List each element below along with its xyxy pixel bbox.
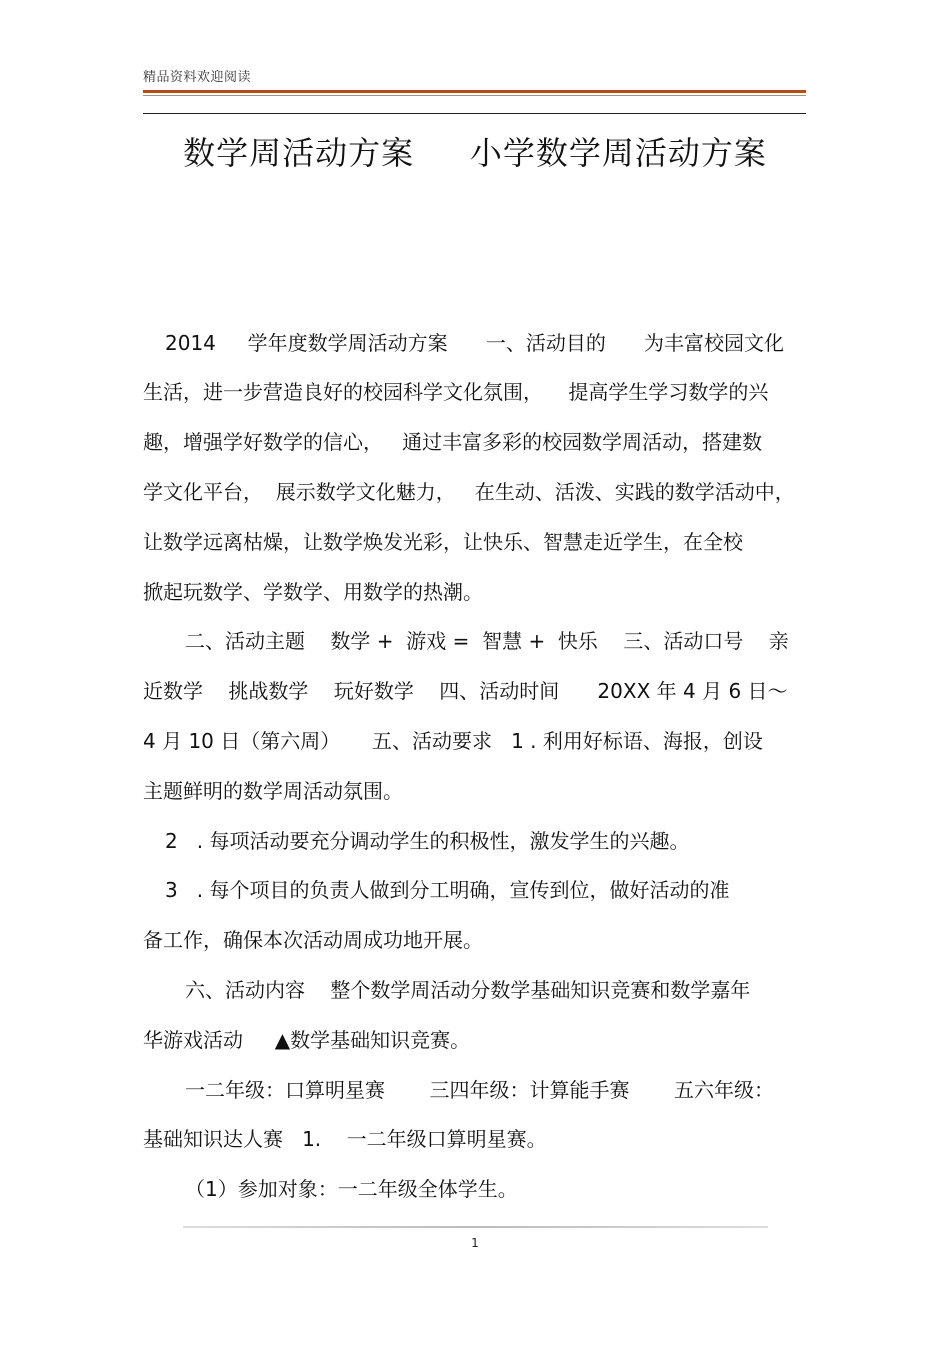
paragraph-line: 2014 学年度数学周活动方案 一、活动目的 为丰富校园文化 <box>165 331 784 355</box>
paragraph-line: 近数学 挑战数学 玩好数学 四、活动时间 20XX 年 4 月 6 日～ <box>143 679 788 703</box>
paragraph-line: 4 月 10 日（第六周） 五、活动要求 1 . 利用好标语、海报，创设 <box>143 729 763 753</box>
footer-rule <box>183 1226 768 1228</box>
paragraph-line: 二、活动主题 数学 + 游戏 = 智慧 + 快乐 三、活动口号 亲 <box>185 629 789 653</box>
paragraph-line: 趣，增强学好数学的信心， 通过丰富多彩的校园数学周活动，搭建数 <box>143 430 763 454</box>
paragraph-line: 学文化平台， 展示数学文化魅力， 在生动、活泼、实践的数学活动中， <box>143 480 795 504</box>
paragraph-line: 3 . 每个项目的负责人做到分工明确，宣传到位，做好活动的准 <box>165 878 730 902</box>
paragraph-line: 掀起玩数学、学数学、用数学的热潮。 <box>143 580 483 604</box>
paragraph-line: 备工作，确保本次活动周成功地开展。 <box>143 928 483 952</box>
document-title: 数学周活动方案 小学数学周活动方案 <box>183 134 767 172</box>
paragraph-line: 主题鲜明的数学周活动氛围。 <box>143 779 403 803</box>
header-rule-thick <box>143 90 806 93</box>
paragraph-line: 2 . 每项活动要充分调动学生的积极性，激发学生的兴趣。 <box>165 829 690 853</box>
paragraph-line: 一二年级：口算明星赛 三四年级：计算能手赛 五六年级： <box>185 1078 775 1102</box>
page-number: 1 <box>471 1236 479 1250</box>
header-rule-bottom <box>143 113 806 114</box>
paragraph-line: 基础知识达人赛 1. 一二年级口算明星赛。 <box>143 1127 547 1151</box>
paragraph-line: 让数学远离枯燥，让数学焕发光彩，让快乐、智慧走近学生，在全校 <box>143 530 743 554</box>
paragraph-line: 生活，进一步营造良好的校园科学文化氛围， 提高学生学习数学的兴 <box>143 380 769 404</box>
header-rule-thin <box>143 95 806 96</box>
paragraph-line: 华游戏活动 ▲数学基础知识竞赛。 <box>143 1028 471 1052</box>
paragraph-line: （1）参加对象：一二年级全体学生。 <box>185 1177 518 1201</box>
paragraph-line: 六、活动内容 整个数学周活动分数学基础知识竞赛和数学嘉年 <box>185 978 751 1002</box>
running-header: 精品资料欢迎阅读 <box>143 70 252 85</box>
